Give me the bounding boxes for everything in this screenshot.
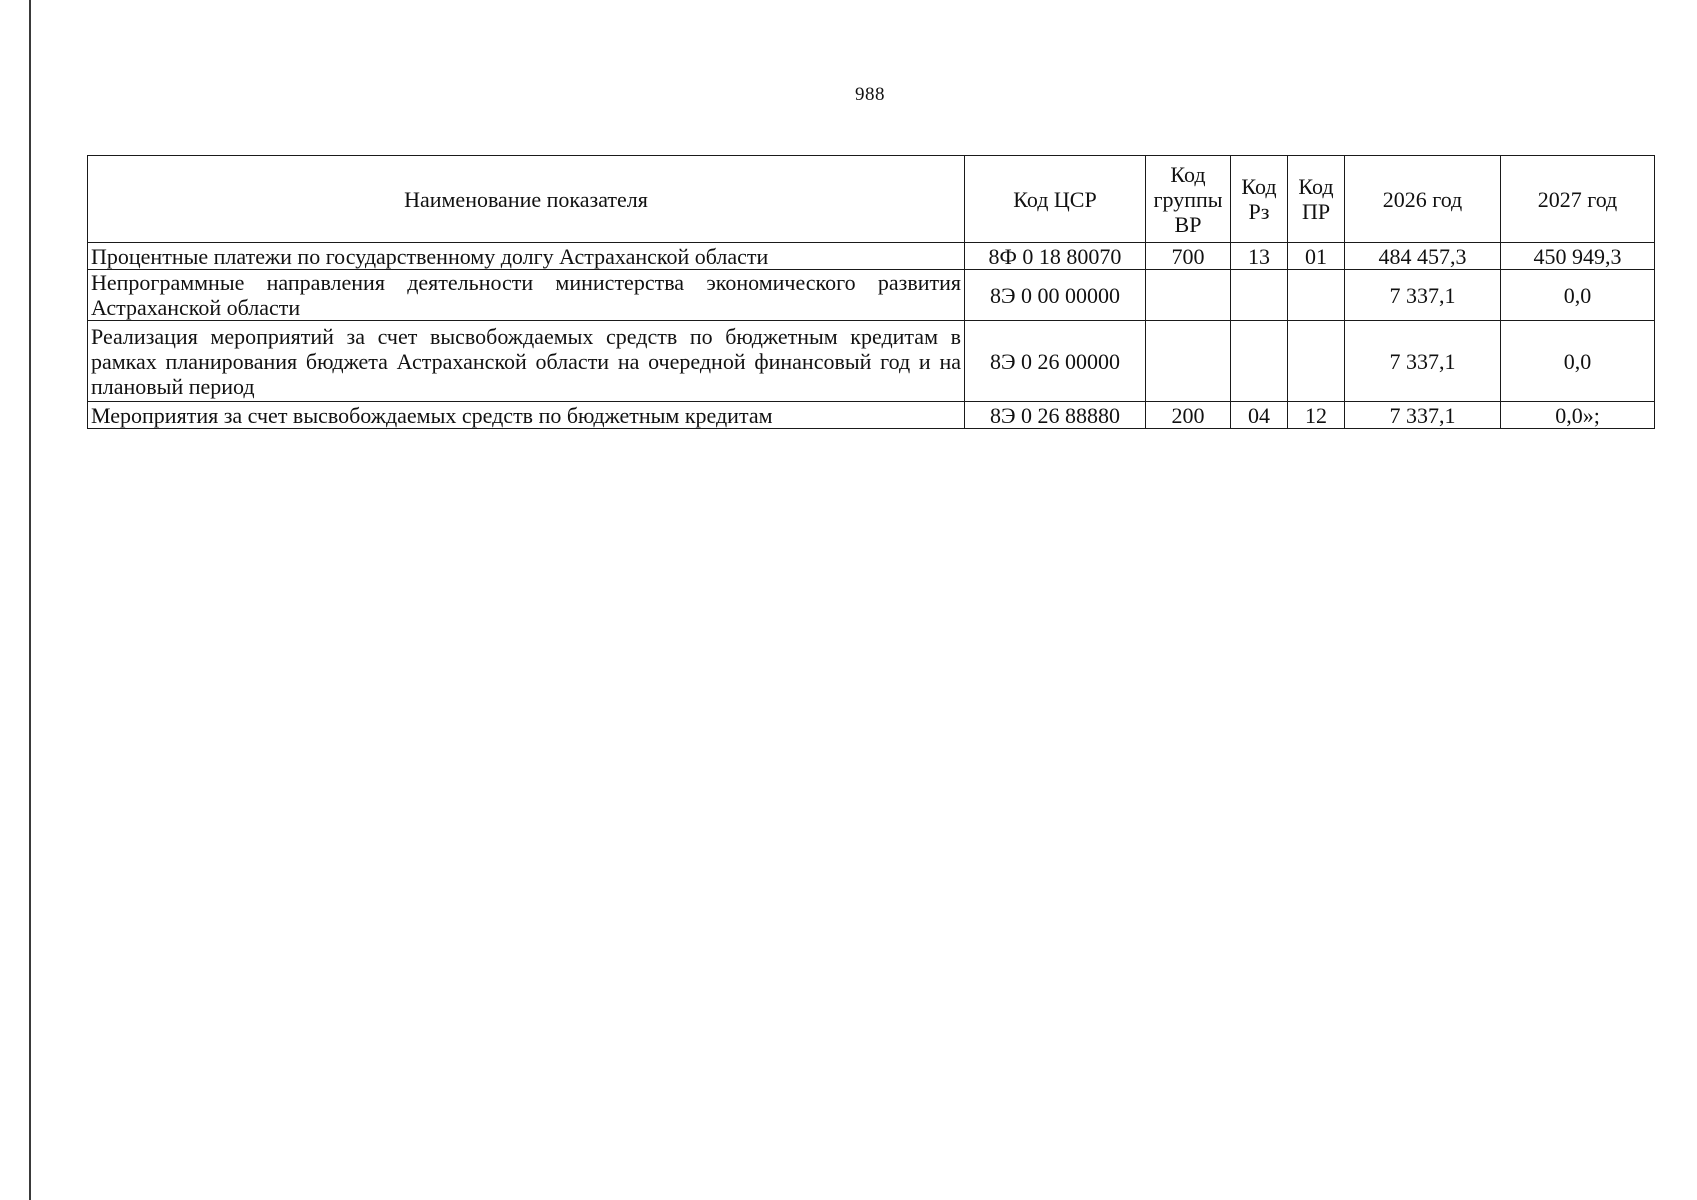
cell-rz — [1231, 270, 1288, 321]
cell-pr: 12 — [1288, 402, 1345, 429]
table-header-row — [88, 156, 1655, 243]
header-year-2027: 2027 год — [1501, 156, 1655, 243]
header-csr-code: Код ЦСР — [965, 156, 1146, 243]
cell-2026: 7 337,1 — [1345, 402, 1501, 429]
cell-rz: 13 — [1231, 243, 1288, 270]
page-number: 988 — [855, 84, 885, 105]
cell-2027: 0,0 — [1501, 270, 1655, 321]
cell-vr: 200 — [1146, 402, 1231, 429]
cell-vr: 700 — [1146, 243, 1231, 270]
cell-pr — [1288, 321, 1345, 402]
cell-rz: 04 — [1231, 402, 1288, 429]
cell-csr: 8Э 0 26 00000 — [965, 321, 1146, 402]
cell-2027: 0,0 — [1501, 321, 1655, 402]
cell-2027: 450 949,3 — [1501, 243, 1655, 270]
cell-rz — [1231, 321, 1288, 402]
header-vr-code: Код группы ВР — [1146, 156, 1231, 243]
cell-vr — [1146, 321, 1231, 402]
cell-csr: 8Э 0 00 00000 — [965, 270, 1146, 321]
binding-margin-line — [29, 0, 31, 1200]
table-row — [88, 243, 1655, 270]
cell-vr — [1146, 270, 1231, 321]
budget-table — [87, 155, 1655, 429]
cell-2026: 484 457,3 — [1345, 243, 1501, 270]
cell-name: Непрограммные направления деятельности министерства экономического развития Астраханской области — [88, 270, 965, 321]
cell-pr — [1288, 270, 1345, 321]
cell-name: Реализация мероприятий за счет высвобождаемых средств по бюджетным кредитам в рамках планирования бюджета Астраханской области на очередной финансовый год и на плановый период — [88, 321, 965, 402]
cell-name: Процентные платежи по государственному долгу Астраханской области — [88, 243, 965, 270]
cell-2027: 0,0»; — [1501, 402, 1655, 429]
cell-csr: 8Ф 0 18 80070 — [965, 243, 1146, 270]
table-row — [88, 402, 1655, 429]
table-row — [88, 270, 1655, 321]
header-rz-code: Код Рз — [1231, 156, 1288, 243]
table-row — [88, 321, 1655, 402]
header-year-2026: 2026 год — [1345, 156, 1501, 243]
cell-2026: 7 337,1 — [1345, 270, 1501, 321]
cell-pr: 01 — [1288, 243, 1345, 270]
header-name: Наименование показателя — [88, 156, 965, 243]
cell-csr: 8Э 0 26 88880 — [965, 402, 1146, 429]
cell-2026: 7 337,1 — [1345, 321, 1501, 402]
cell-name: Мероприятия за счет высвобождаемых средств по бюджетным кредитам — [88, 402, 965, 429]
header-pr-code: Код ПР — [1288, 156, 1345, 243]
